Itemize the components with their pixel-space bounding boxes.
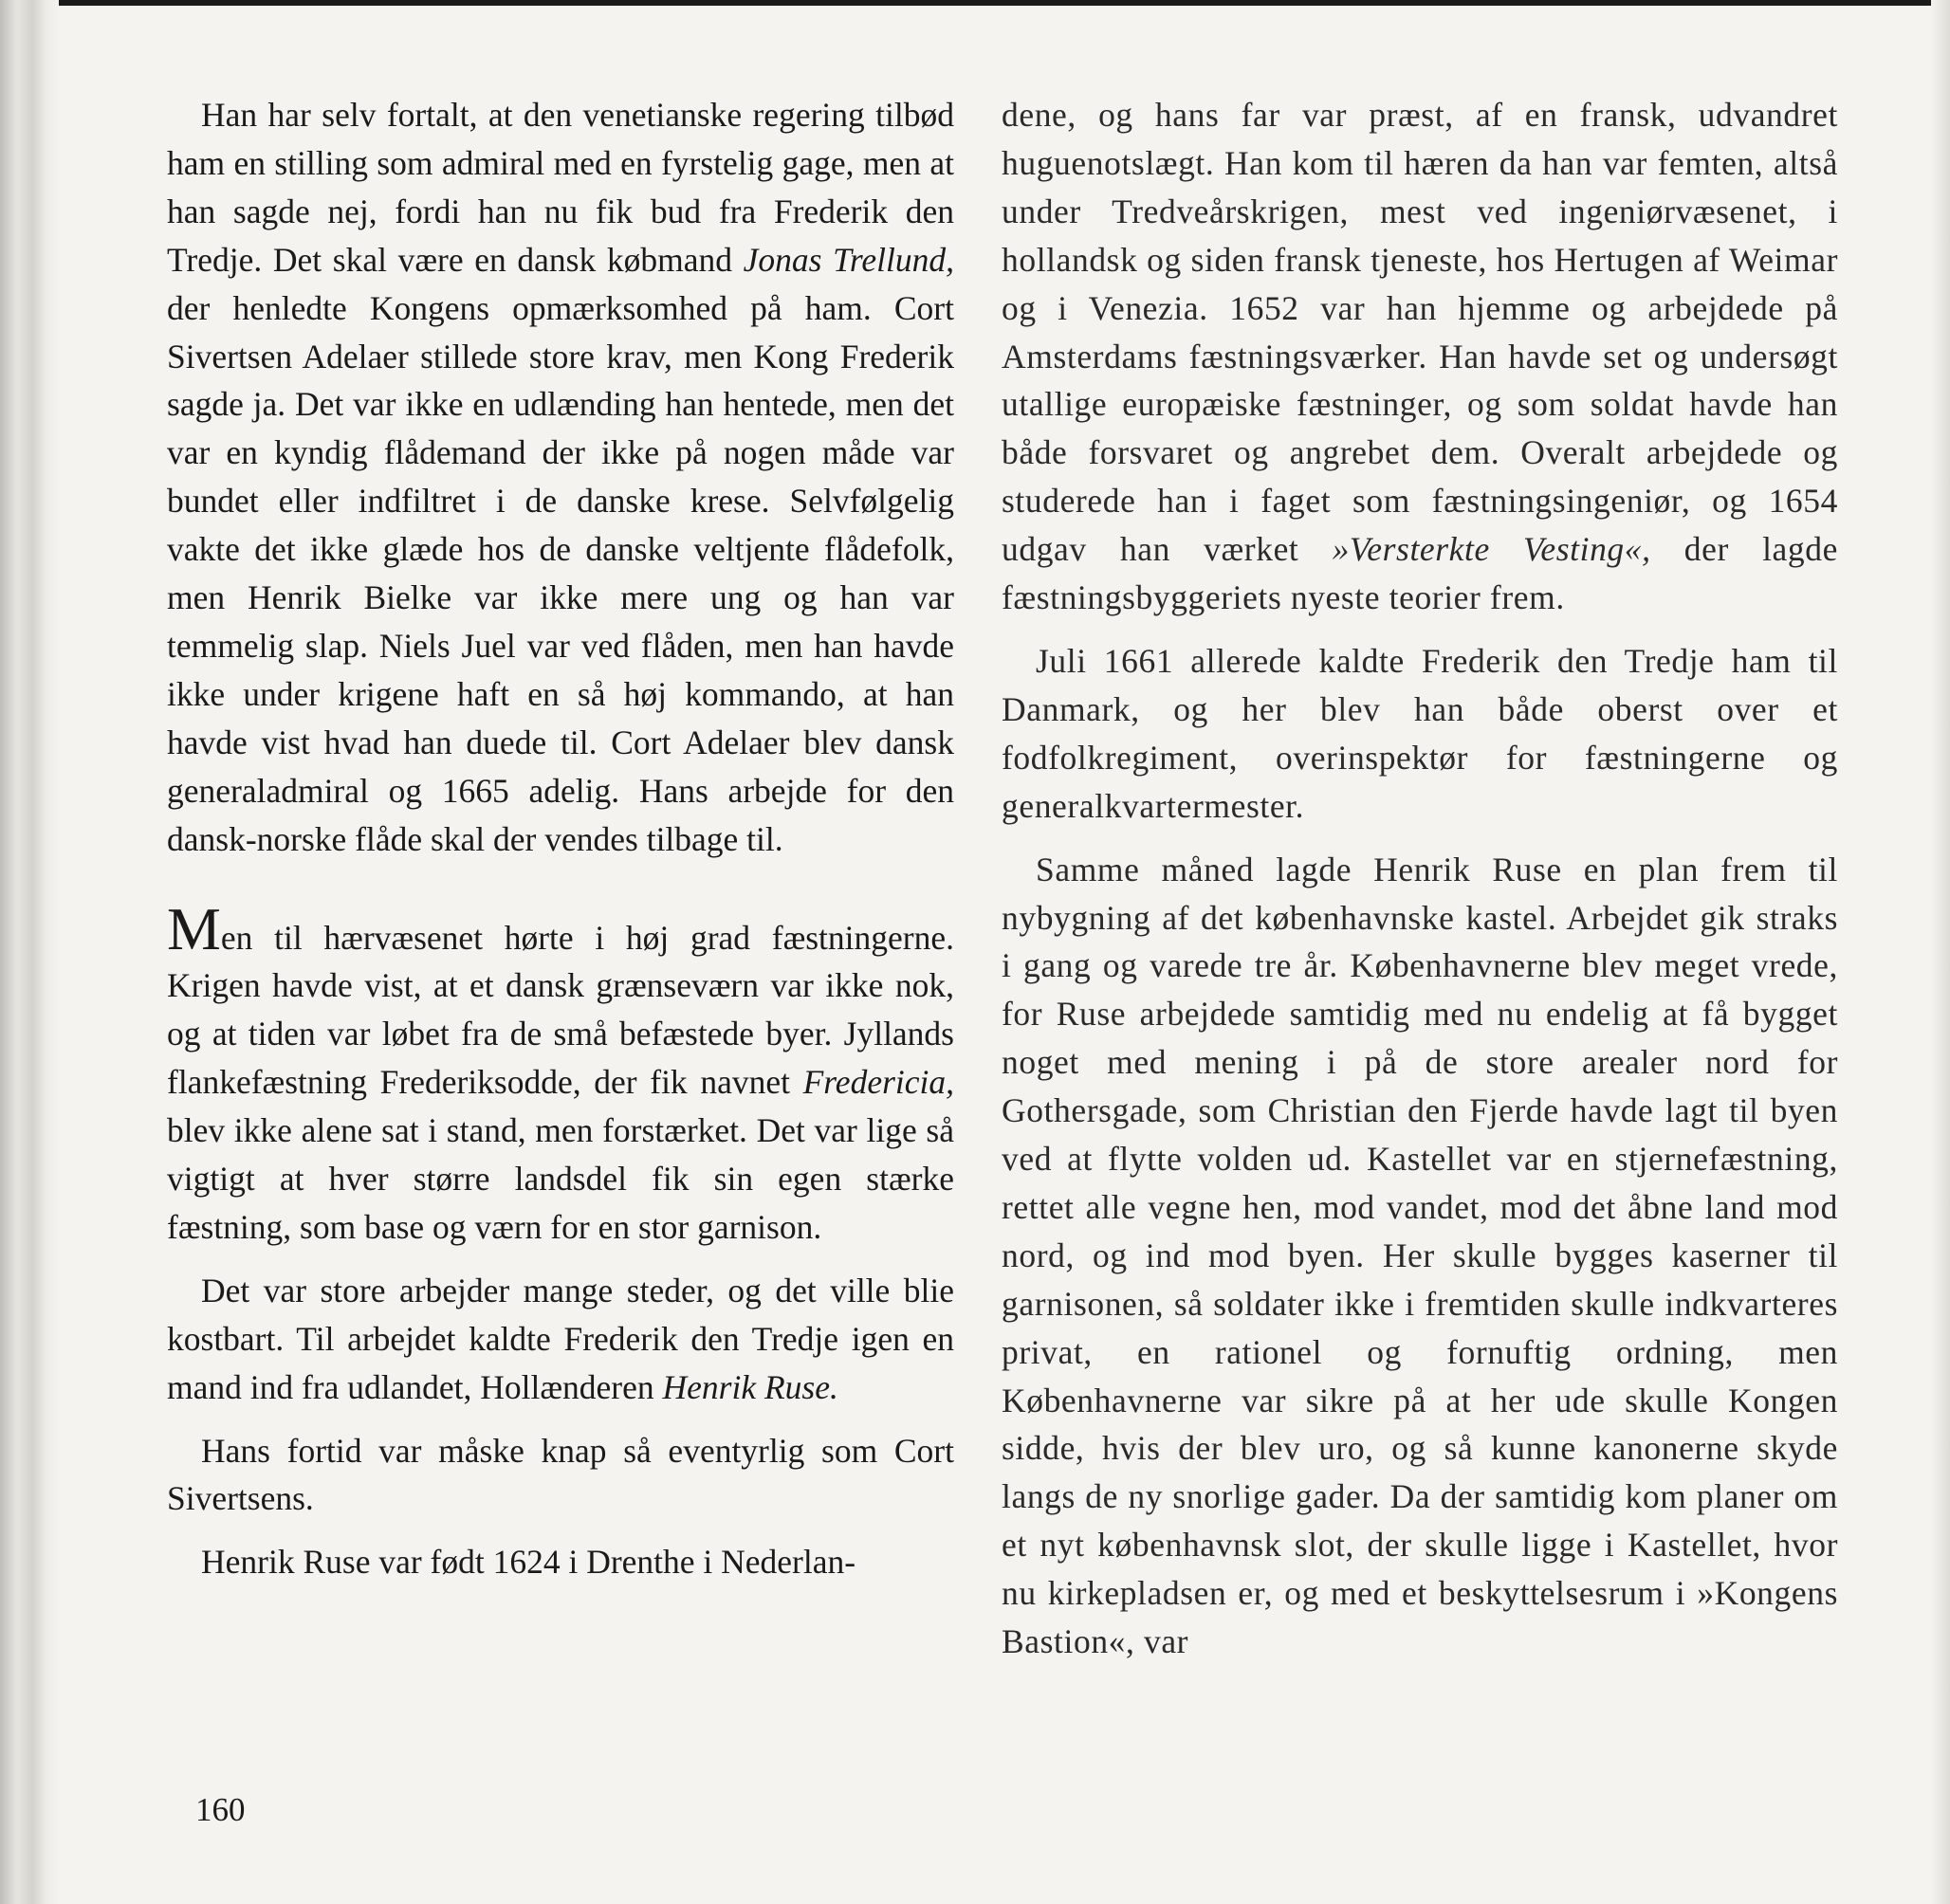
paragraph: Det var store arbejder mange steder, og det ville blie kostbart. Til arbejdet kaldte Frederik den Tredje igen en mand ind fra udlandet, Hollænderen Henrik Ruse.: [167, 1271, 954, 1406]
italic-name: Jonas Trellund,: [743, 240, 954, 279]
italic-title: »Versterkte Vesting«,: [1332, 530, 1651, 569]
drop-cap: M: [167, 894, 221, 962]
page-right-edge: [1931, 0, 1950, 1904]
page-number: 160: [195, 1791, 246, 1828]
italic-name: Fredericia,: [802, 1063, 954, 1102]
italic-name: Henrik Ruse.: [662, 1367, 838, 1406]
left-text-column: [167, 91, 954, 1586]
page-top-edge: [0, 0, 1950, 6]
paragraph: Men til hærvæsenet hørte i høj grad fæstningerne. Krigen havde vist, at et dansk grænseværn var ikke nok, og at tiden var løbet fra de små befæstede byer. Jyllands flankefæstning Frederiksodde, der fik navnet Fredericia, blev ikke alene sat i stand, men forstærket. Det var lige så vigtigt at hver større landsdel fik sin egen stærke fæstning, som base og værn for en stor garnison.: [167, 894, 954, 1246]
paragraph: Han har selv fortalt, at den venetianske regering tilbød ham en stilling som admiral med en fyrstelig gage, men at han sagde nej, fordi han nu fik bud fra Frederik den Tredje. Det skal være en dansk købmand Jonas Trellund, der henledte Kongens opmærksomhed på ham. Cort Sivertsen Adelaer stillede store krav, men Kong Frederik sagde ja. Det var ikke en udlænding han hentede, men det var en kyndig flådemand der ikke på nogen måde var bundet eller indfiltret i de danske krese. Selvfølgelig vakte det ikke glæde hos de danske veltjente flådefolk, men Henrik Bielke var ikke mere ung og han var temmelig slap. Niels Juel var ved flåden, men han havde ikke under krigene haft en så høj kommando, at han havde vist hvad han duede til. Cort Adelaer blev dansk generaladmiral og 1665 adelig. Hans arbejde for den dansk-norske flåde skal der vendes tilbage til.: [167, 96, 954, 858]
paragraph: Juli 1661 allerede kaldte Frederik den Tredje ham til Danmark, og her blev han både oberst over et fodfolkregiment, overinspektør for fæstningerne og generalkvartermester.: [1002, 641, 1838, 825]
paragraph: Hans fortid var måske knap så eventyrlig som Cort Sivertsens.: [167, 1431, 954, 1518]
paragraph: Henrik Ruse var født 1624 i Drenthe i Nederlan-: [201, 1543, 856, 1582]
paragraph: Samme måned lagde Henrik Ruse en plan frem til nybygning af det københavnske kastel. Arbejdet gik straks i gang og varede tre år. Københavnerne blev meget vrede, for Ruse arbejdede samtidig med nu endelig at få bygget noget med mening i på de store arealer nord for Gothersgade, som Christian den Fjerde havde lagt til byen ved at flytte volden ud. Kastellet var en stjernefæstning, rettet alle vegne hen, mod vandet, mod det åbne land mod nord, og ind mod byen. Her skulle bygges kaserner til garnisonen, så soldater ikke i fremtiden skulle indkvarteres privat, en rationel og fornuftig ordning, men Københavnerne var sikre på at her ude skulle Kongen sidde, hvis der blev uro, og så kunne kanonerne skyde langs de ny snorlige gader. Da der samtidig kom planer om et nyt københavnsk slot, der skulle ligge i Kastellet, hvor nu kirkepladsen er, og med et beskyttelsesrum i »Kongens Bastion«, var: [1002, 850, 1838, 1661]
book-spine-edge: [0, 0, 59, 1904]
paragraph: dene, og hans far var præst, af en fransk, udvandret huguenotslægt. Han kom til hæren da han var femten, altså under Tredveårskrigen, mest ved ingeniørvæsenet, i hollandsk og siden fransk tjeneste, hos Hertugen af Weimar og i Venezia. 1652 var han hjemme og arbejdede på Amsterdams fæstningsværker. Han havde set og undersøgt utallige europæiske fæstninger, og som soldat havde han både forsvaret og angrebet dem. Overalt arbejdede og studerede han i faget som fæstningsingeniør, og 1654 udgav han værket »Versterkte Vesting«, der lagde fæstningsbyggeriets nyeste teorier frem.: [1002, 96, 1838, 617]
right-text-column: [1002, 91, 1838, 1666]
